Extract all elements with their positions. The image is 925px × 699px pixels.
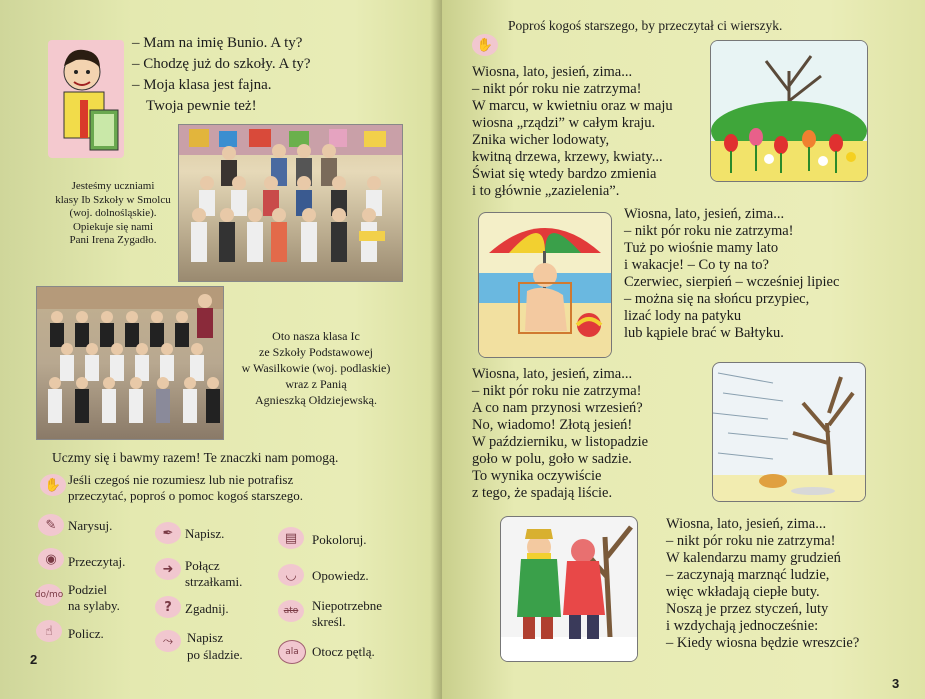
stanza-spring xyxy=(472,64,673,200)
pen-icon: ✒ xyxy=(155,522,181,544)
right-page xyxy=(442,0,925,699)
stanza-line: Wiosna, lato, jesień, zima... xyxy=(666,516,827,532)
page-number-left: 2 xyxy=(30,652,38,667)
stanza-line: lub kąpiele brać w Bałtyku. xyxy=(624,325,784,341)
caption-smolec-line: klasy Ib Szkoły w Smolcu xyxy=(55,193,171,206)
stanza-line: goło w polu, goło w sadzie. xyxy=(472,451,632,467)
right-page-instruction: Poproś kogoś starszego, by przeczytał ci wierszyk. xyxy=(508,18,783,33)
symbol-label-napisz-po-sladzie: Napisz xyxy=(187,630,224,645)
symbol-label-przeczytaj: Przeczytaj. xyxy=(68,554,126,569)
stanza-line: i wakacje! – Co ty na to? xyxy=(624,257,769,273)
stanza-line: i wzdychają jednocześnie: xyxy=(666,618,819,634)
symbol-label-pokoloruj: Pokoloruj. xyxy=(312,532,367,547)
winter-illustration xyxy=(500,516,638,662)
help-line-2: przeczytać, poproś o pomoc kogoś starszego. xyxy=(68,488,304,503)
stanza-line: i to głównie „zazielenia”. xyxy=(472,183,620,199)
mouth-icon: ◡ xyxy=(278,564,304,586)
page-number-right: 3 xyxy=(892,676,900,691)
caption-smolec-line: Opiekuje się nami xyxy=(72,220,154,233)
stanza-line: No, wiadomo! Złotą jesień! xyxy=(472,417,633,433)
left-page xyxy=(0,0,442,699)
stanza-line: lizać lody na patyku xyxy=(624,308,742,324)
stanza-line: A co nam przynosi wrzesień? xyxy=(472,400,643,416)
class-photo-wasilkow xyxy=(36,286,224,440)
caption-wasilkow-line: wraz z Panią xyxy=(285,377,347,391)
cross-out-icon: ato xyxy=(278,600,304,622)
stanza-line: W październiku, w listopadzie xyxy=(472,434,649,450)
symbol-label-zgadnij: Zgadnij. xyxy=(185,601,229,616)
stanza-line: Znika wicher lodowaty, xyxy=(472,132,610,148)
stanza-line: W kalendarzu mamy grudzień xyxy=(666,550,841,566)
stanza-line: Wiosna, lato, jesień, zima... xyxy=(472,64,633,80)
caption-wasilkow-line: Agnieszką Ołdziejewską. xyxy=(255,393,377,407)
caption-smolec-line: Pani Irena Zygadło. xyxy=(69,234,157,246)
stanza-line: wiosna „rządzi” w całym kraju. xyxy=(472,115,656,131)
stanza-line: Wiosna, lato, jesień, zima... xyxy=(472,366,633,382)
symbol-label-polacz-2: strzałkami. xyxy=(185,574,243,589)
symbol-label-napisz: Napisz. xyxy=(185,526,225,541)
stanza-winter xyxy=(666,516,859,652)
read-aloud-hand-icon: ✋ xyxy=(472,34,498,56)
stanza-line: z tego, że spadają liście. xyxy=(472,485,613,501)
symbol-label-opowiedz: Opowiedz. xyxy=(312,568,369,583)
spring-illustration xyxy=(710,40,868,182)
symbol-label-narysuj: Narysuj. xyxy=(68,518,113,533)
stanza-line: – nikt pór roku nie zatrzyma! xyxy=(472,81,642,97)
eye-icon: ◉ xyxy=(38,548,64,570)
help-line-1: Jeśli czegoś nie rozumiesz lub nie potrafisz xyxy=(68,472,294,487)
loop-icon: ala xyxy=(278,640,306,664)
dialogue-line-2: – Chodzę już do szkoły. A ty? xyxy=(132,56,311,72)
trace-icon: ⤳ xyxy=(155,630,181,652)
stanza-line: więc wkładają ciepłe buty. xyxy=(666,584,820,600)
caption-smolec xyxy=(48,180,178,248)
stanza-line: Świat się wtedy bardzo zmienia xyxy=(472,166,657,182)
summer-illustration xyxy=(478,212,612,358)
symbol-label-niepotrzebne-2: skreśl. xyxy=(312,614,346,629)
dialogue-line-4: Twoja pewnie też! xyxy=(146,98,257,114)
stanza-line: To wynika oczywiście xyxy=(472,468,602,484)
caption-wasilkow xyxy=(236,328,396,408)
help-hand-icon: ✋ xyxy=(40,474,66,496)
syllable-icon: do/mo xyxy=(36,584,62,606)
question-icon: ? xyxy=(155,596,181,618)
autumn-illustration xyxy=(712,362,866,502)
caption-smolec-line: Jesteśmy uczniami xyxy=(71,180,155,192)
arrow-icon: ➜ xyxy=(155,558,181,580)
bunio-mascot-illustration xyxy=(46,40,126,160)
stanza-line: – nikt pór roku nie zatrzyma! xyxy=(472,383,642,399)
stanza-line: – Kiedy wiosna będzie wreszcie? xyxy=(666,635,860,651)
crayons-icon: ▤ xyxy=(278,527,304,549)
symbol-label-napisz-po-sladzie-2: po śladzie. xyxy=(187,647,243,662)
dialogue-line-1: – Mam na imię Bunio. A ty? xyxy=(132,35,303,51)
stanza-line: W marcu, w kwietniu oraz w maju xyxy=(472,98,673,114)
symbol-label-podziel-2: na sylaby. xyxy=(68,598,120,613)
pencil-drawing-icon: ✎ xyxy=(38,514,64,536)
caption-wasilkow-line: Oto nasza klasa Ic xyxy=(272,329,360,343)
stanza-line: Czerwiec, sierpień – wcześniej lipiec xyxy=(624,274,840,290)
counting-hand-icon: ☝ xyxy=(36,620,62,642)
symbol-label-policz: Policz. xyxy=(68,626,104,641)
symbol-label-polacz: Połącz xyxy=(185,558,220,573)
symbol-label-niepotrzebne: Niepotrzebne xyxy=(312,598,383,613)
stanza-line: Tuż po wiośnie mamy lato xyxy=(624,240,779,256)
stanza-autumn xyxy=(472,366,648,502)
stanza-line: – zaczynają marznąć ludzie, xyxy=(666,567,830,583)
caption-wasilkow-line: ze Szkoły Podstawowej xyxy=(259,345,373,359)
stanza-line: Wiosna, lato, jesień, zima... xyxy=(624,206,785,222)
stanza-line: – nikt pór roku nie zatrzyma! xyxy=(666,533,836,549)
stanza-line: – nikt pór roku nie zatrzyma! xyxy=(624,223,794,239)
stanza-line: kwitną drzewa, krzewy, kwiaty... xyxy=(472,149,663,165)
class-photo-smolec xyxy=(178,124,403,282)
dialogue-line-3: – Moja klasa jest fajna. xyxy=(132,77,272,93)
symbols-heading: Uczmy się i bawmy razem! Te znaczki nam pomogą. xyxy=(52,450,339,465)
caption-smolec-line: (woj. dolnośląskie). xyxy=(69,207,157,219)
stanza-line: – można się na słońcu przypiec, xyxy=(624,291,810,307)
caption-wasilkow-line: w Wasilkowie (woj. podlaskie) xyxy=(241,361,391,375)
stanza-summer xyxy=(624,206,839,342)
stanza-line: Noszą je przez styczeń, luty xyxy=(666,601,829,617)
symbol-label-otocz-petla: Otocz pętlą. xyxy=(312,644,375,659)
symbol-label-podziel: Podziel xyxy=(68,582,107,597)
